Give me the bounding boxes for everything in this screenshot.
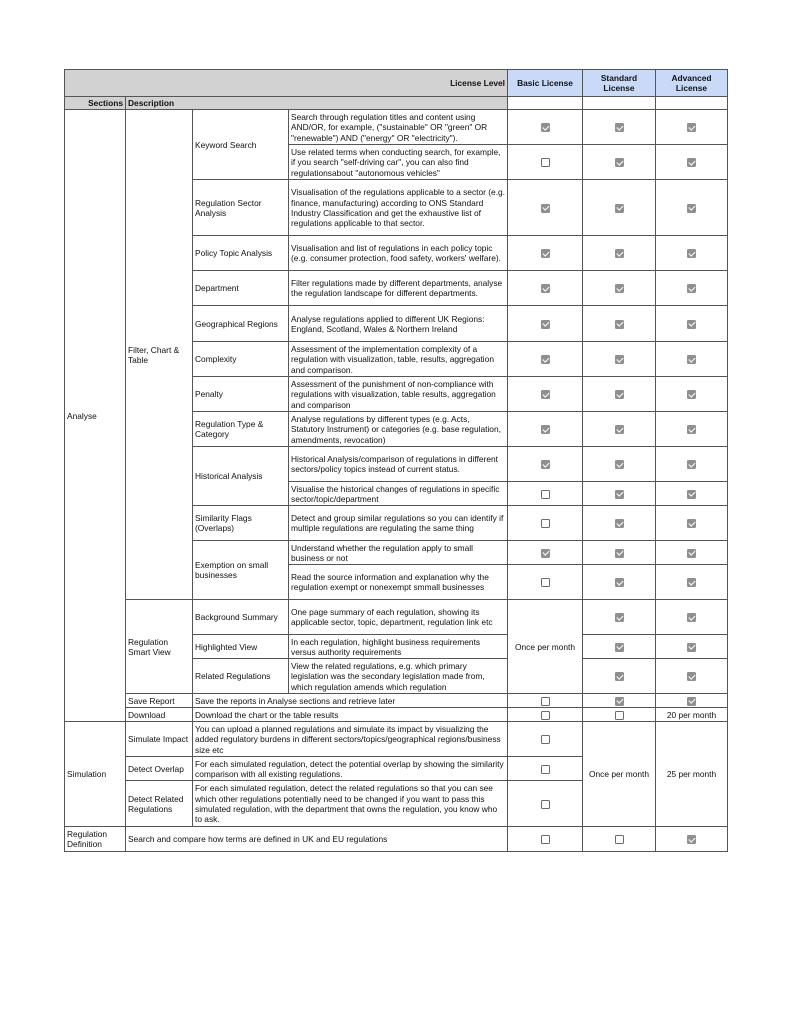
basic-checkbox[interactable] xyxy=(541,578,550,587)
advanced-checkbox[interactable] xyxy=(687,490,696,499)
feature-description: Understand whether the regulation apply to small business or not xyxy=(289,541,508,565)
feature-description: Search and compare how terms are defined in UK and EU regulations xyxy=(126,827,508,852)
feature-description: For each simulated regulation, detect the potential overlap by showing the similarity comparison with all existing regulations. xyxy=(193,757,508,781)
feature-keyword-search: Keyword Search xyxy=(193,110,289,180)
basic-checkbox[interactable] xyxy=(541,204,550,213)
feature-description: Search through regulation titles and content using AND/OR, for example, ("sustainable" OR "green" OR "renewable") AND ("energy" OR "electricity"). xyxy=(289,110,508,145)
advanced-checkbox[interactable] xyxy=(687,284,696,293)
header-spacer xyxy=(508,97,583,110)
basic-checkbox[interactable] xyxy=(541,697,550,706)
feature-description: One page summary of each regulation, showing its applicable sector, topic, department, regulation link etc xyxy=(289,600,508,635)
simulation-standard-limit: Once per month xyxy=(583,722,656,827)
basic-checkbox[interactable] xyxy=(541,519,550,528)
advanced-checkbox[interactable] xyxy=(687,578,696,587)
feature-historical-analysis: Historical Analysis xyxy=(193,447,289,506)
basic-checkbox[interactable] xyxy=(541,390,550,399)
feature-related-regulations: Related Regulations xyxy=(193,659,289,694)
basic-license-header: Basic License xyxy=(508,70,583,97)
basic-checkbox[interactable] xyxy=(541,123,550,132)
basic-checkbox[interactable] xyxy=(541,490,550,499)
feature-download: Download xyxy=(126,708,193,722)
basic-checkbox[interactable] xyxy=(541,284,550,293)
feature-department: Department xyxy=(193,271,289,306)
basic-checkbox[interactable] xyxy=(541,355,550,364)
feature-description: In each regulation, highlight business requirements versus authority requirements xyxy=(289,635,508,659)
sections-header: Sections xyxy=(65,97,126,110)
standard-checkbox[interactable] xyxy=(615,284,624,293)
standard-checkbox[interactable] xyxy=(615,697,624,706)
feature-description: Save the reports in Analyse sections and retrieve later xyxy=(193,694,508,708)
simulation-advanced-limit: 25 per month xyxy=(656,722,728,827)
feature-description: Analyse regulations applied to different UK Regions: England, Scotland, Wales & Northern Ireland xyxy=(289,306,508,342)
advanced-checkbox[interactable] xyxy=(687,204,696,213)
feature-description: Visualise the historical changes of regulations in specific sector/topic/department xyxy=(289,482,508,506)
feature-description: Assessment of the punishment of non-compliance with regulations with visualization, table results, aggregation and comparison xyxy=(289,377,508,412)
table-row xyxy=(65,827,728,852)
feature-description: For each simulated regulation, detect the related regulations so that you can see which other regulations potentially need to be changed if you want to pass this simulated regulation, with the department that owns the regulation, you know who to ask. xyxy=(193,781,508,827)
feature-complexity: Complexity xyxy=(193,342,289,377)
standard-checkbox[interactable] xyxy=(615,390,624,399)
standard-checkbox[interactable] xyxy=(615,158,624,167)
license-comparison-table xyxy=(64,69,728,852)
basic-checkbox[interactable] xyxy=(541,549,550,558)
advanced-checkbox[interactable] xyxy=(687,355,696,364)
standard-checkbox[interactable] xyxy=(615,249,624,258)
basic-checkbox[interactable] xyxy=(541,765,550,774)
standard-checkbox[interactable] xyxy=(615,549,624,558)
feature-description: Download the chart or the table results xyxy=(193,708,508,722)
standard-checkbox[interactable] xyxy=(615,460,624,469)
standard-checkbox[interactable] xyxy=(615,672,624,681)
feature-penalty: Penalty xyxy=(193,377,289,412)
section-regulation-definition: Regulation Definition xyxy=(65,827,126,852)
advanced-license-header: Advanced License xyxy=(656,70,728,97)
feature-highlighted-view: Highlighted View xyxy=(193,635,289,659)
basic-checkbox[interactable] xyxy=(541,835,550,844)
download-advanced-limit: 20 per month xyxy=(656,708,728,722)
advanced-checkbox[interactable] xyxy=(687,425,696,434)
basic-checkbox[interactable] xyxy=(541,460,550,469)
feature-description: Detect and group similar regulations so you can identify if multiple regulations are regulating the same thing xyxy=(289,506,508,541)
feature-description: Historical Analysis/comparison of regulations in different sectors/policy topics instead of current status. xyxy=(289,447,508,482)
table-row xyxy=(65,694,728,708)
smart-view-basic-limit: Once per month xyxy=(508,600,583,694)
table-row xyxy=(65,708,728,722)
advanced-checkbox[interactable] xyxy=(687,643,696,652)
feature-description: Visualisation of the regulations applicable to a sector (e.g. finance, manufacturing) according to ONS Standard Industry Classification and get the exhaustive list of regulations applicable to that sector. xyxy=(289,180,508,236)
header-spacer xyxy=(656,97,728,110)
section-analyse: Analyse xyxy=(65,110,126,722)
description-header: Description xyxy=(126,97,508,110)
feature-regulation-sector-analysis: Regulation Sector Analysis xyxy=(193,180,289,236)
feature-similarity-flags: Similarity Flags (Overlaps) xyxy=(193,506,289,541)
basic-checkbox[interactable] xyxy=(541,158,550,167)
table-row xyxy=(65,600,728,635)
basic-checkbox[interactable] xyxy=(541,320,550,329)
group-regulation-smart-view: Regulation Smart View xyxy=(126,600,193,694)
feature-exemption-small-businesses: Exemption on small businesses xyxy=(193,541,289,600)
feature-description: Filter regulations made by different departments, analyse the regulation landscape for different departments. xyxy=(289,271,508,306)
standard-checkbox[interactable] xyxy=(615,425,624,434)
basic-checkbox[interactable] xyxy=(541,249,550,258)
basic-checkbox[interactable] xyxy=(541,735,550,744)
advanced-checkbox[interactable] xyxy=(687,613,696,622)
advanced-checkbox[interactable] xyxy=(687,835,696,844)
standard-checkbox[interactable] xyxy=(615,643,624,652)
standard-checkbox[interactable] xyxy=(615,204,624,213)
advanced-checkbox[interactable] xyxy=(687,519,696,528)
table-row xyxy=(65,722,728,757)
advanced-checkbox[interactable] xyxy=(687,549,696,558)
advanced-checkbox[interactable] xyxy=(687,123,696,132)
standard-checkbox[interactable] xyxy=(615,711,624,720)
standard-checkbox[interactable] xyxy=(615,613,624,622)
basic-checkbox[interactable] xyxy=(541,425,550,434)
feature-description: View the related regulations, e.g. which primary legislation was the secondary legislation made from, which regulation amends which regulation xyxy=(289,659,508,694)
feature-policy-topic-analysis: Policy Topic Analysis xyxy=(193,236,289,271)
standard-checkbox[interactable] xyxy=(615,835,624,844)
standard-checkbox[interactable] xyxy=(615,355,624,364)
advanced-checkbox[interactable] xyxy=(687,697,696,706)
feature-description: Analyse regulations by different types (e.g. Acts, Statutory Instrument) or categories (e.g. base regulation, amendments, revocation) xyxy=(289,412,508,447)
feature-regulation-type-category: Regulation Type & Category xyxy=(193,412,289,447)
standard-license-header: Standard License xyxy=(583,70,656,97)
feature-description: Visualisation and list of regulations in each policy topic (e.g. consumer protection, food safety, workers' welfare). xyxy=(289,236,508,271)
feature-description: You can upload a planned regulations and simulate its impact by visualizing the added regulatory burdens in different sectors/topics/geographical regions/business size etc xyxy=(193,722,508,757)
feature-simulate-impact: Simulate Impact xyxy=(126,722,193,757)
feature-save-report: Save Report xyxy=(126,694,193,708)
license-level-header: License Level xyxy=(65,70,508,97)
group-filter-chart-table: Filter, Chart & Table xyxy=(126,110,193,600)
advanced-checkbox[interactable] xyxy=(687,158,696,167)
feature-detect-related-regulations: Detect Related Regulations xyxy=(126,781,193,827)
advanced-checkbox[interactable] xyxy=(687,672,696,681)
standard-checkbox[interactable] xyxy=(615,578,624,587)
feature-detect-overlap: Detect Overlap xyxy=(126,757,193,781)
feature-description: Use related terms when conducting search, for example, if you search "self-driving car", you can also find regulationsabout "autonomous vehicles" xyxy=(289,145,508,180)
basic-checkbox[interactable] xyxy=(541,800,550,809)
header-spacer xyxy=(583,97,656,110)
feature-background-summary: Background Summary xyxy=(193,600,289,635)
advanced-checkbox[interactable] xyxy=(687,320,696,329)
standard-checkbox[interactable] xyxy=(615,490,624,499)
standard-checkbox[interactable] xyxy=(615,320,624,329)
advanced-checkbox[interactable] xyxy=(687,249,696,258)
advanced-checkbox[interactable] xyxy=(687,390,696,399)
section-simulation: Simulation xyxy=(65,722,126,827)
advanced-checkbox[interactable] xyxy=(687,460,696,469)
feature-description: Assessment of the implementation complexity of a regulation with visualization, table, results, aggregation and comparison. xyxy=(289,342,508,377)
standard-checkbox[interactable] xyxy=(615,519,624,528)
feature-geographical-regions: Geographical Regions xyxy=(193,306,289,342)
standard-checkbox[interactable] xyxy=(615,123,624,132)
table-row xyxy=(65,110,728,145)
feature-description: Read the source information and explanation why the regulation exempt or nonexempt smmall businesses xyxy=(289,565,508,600)
basic-checkbox[interactable] xyxy=(541,711,550,720)
